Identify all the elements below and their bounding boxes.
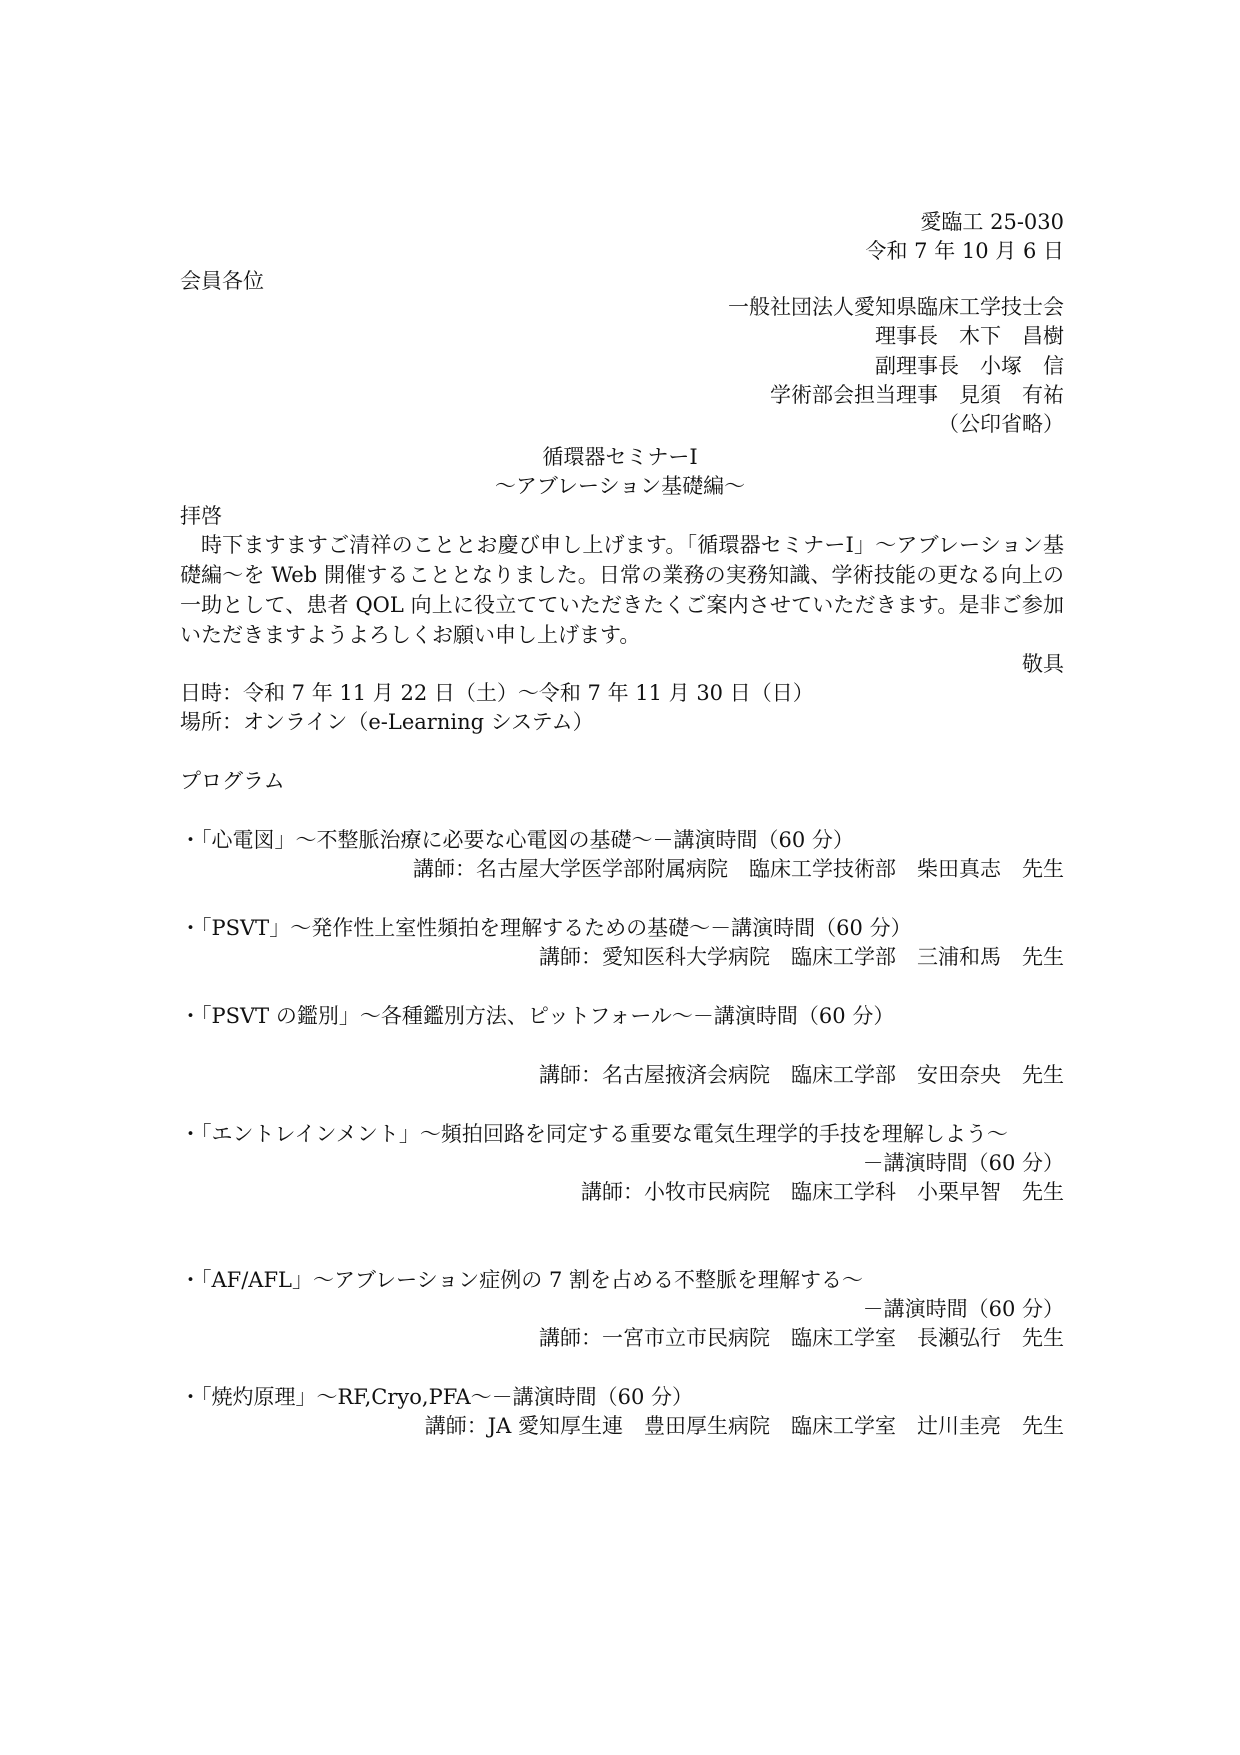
program-item-title: ・「焼灼原理」～RF,Cryo,PFA～－講演時間（60 分） xyxy=(180,1385,694,1409)
recipient: 会員各位 xyxy=(180,269,264,293)
event-datetime: 日時：令和 7 年 11 月 22 日（土）～令和 7 年 11 月 30 日（日） xyxy=(180,681,814,705)
program-item-lecturer: 講師：一宮市立市民病院 臨床工学室 長瀬弘行 先生 xyxy=(539,1326,1064,1350)
program-item-lecturer: 講師：愛知医科大学病院 臨床工学部 三浦和馬 先生 xyxy=(539,945,1064,969)
event-place: 場所：オンライン（e-Learning システム） xyxy=(180,710,594,734)
program-heading: プログラム xyxy=(180,769,285,793)
seminar-title: 循環器セミナーⅠ xyxy=(542,445,698,469)
program-item-title-continued: －講演時間（60 分） xyxy=(862,1297,1064,1321)
program-item-lecturer: 講師：名古屋掖済会病院 臨床工学部 安田奈央 先生 xyxy=(539,1063,1064,1087)
body-paragraph: 時下ますますご清祥のこととお慶び申し上げます。「循環器セミナーⅠ」～アブレーション基礎編～を Web 開催することとなりました。日常の業務の実務知識、学術技能の更なる向上の一助として、患者 QOL 向上に役立てていただきたくご案内させていただきます。是非ご参加いただきますようよろしくお願い申し上げます。 xyxy=(180,533,1064,647)
program-item-title: ・「AF/AFL」～アブレーション症例の 7 割を占める不整脈を理解する～ xyxy=(180,1268,864,1292)
program-item-title-continued: －講演時間（60 分） xyxy=(862,1151,1064,1175)
document-number: 愛臨工 25-030 xyxy=(920,210,1064,234)
seal-note: （公印省略） xyxy=(938,412,1064,436)
closing: 敬具 xyxy=(1022,652,1064,676)
sender-vice-chairman: 副理事長 小塚 信 xyxy=(875,354,1064,378)
seminar-subtitle: ～アブレーション基礎編～ xyxy=(494,474,746,498)
program-item-title: ・「心電図」～不整脈治療に必要な心電図の基礎～－講演時間（60 分） xyxy=(180,828,854,852)
program-item-title: ・「PSVT の鑑別」～各種鑑別方法、ピットフォール～－講演時間（60 分） xyxy=(180,1004,895,1028)
sender-academic-director: 学術部会担当理事 見須 有祐 xyxy=(770,383,1064,407)
program-item-lecturer: 講師：小牧市民病院 臨床工学科 小栗早智 先生 xyxy=(581,1180,1064,1204)
program-item-title: ・「PSVT」～発作性上室性頻拍を理解するための基礎～－講演時間（60 分） xyxy=(180,916,912,940)
program-item-title: ・「エントレインメント」～頻拍回路を同定する重要な電気生理学的手技を理解しよう～ xyxy=(180,1122,1008,1146)
program-item-lecturer: 講師：名古屋大学医学部附属病院 臨床工学技術部 柴田真志 先生 xyxy=(413,857,1064,881)
sender-chairman: 理事長 木下 昌樹 xyxy=(875,324,1064,348)
greeting: 拝啓 xyxy=(180,504,222,528)
program-item-lecturer: 講師：JA 愛知厚生連 豊田厚生病院 臨床工学室 辻川圭亮 先生 xyxy=(424,1414,1064,1438)
document-date: 令和 7 年 10 月 6 日 xyxy=(865,239,1064,263)
sender-organization: 一般社団法人愛知県臨床工学技士会 xyxy=(728,295,1064,319)
